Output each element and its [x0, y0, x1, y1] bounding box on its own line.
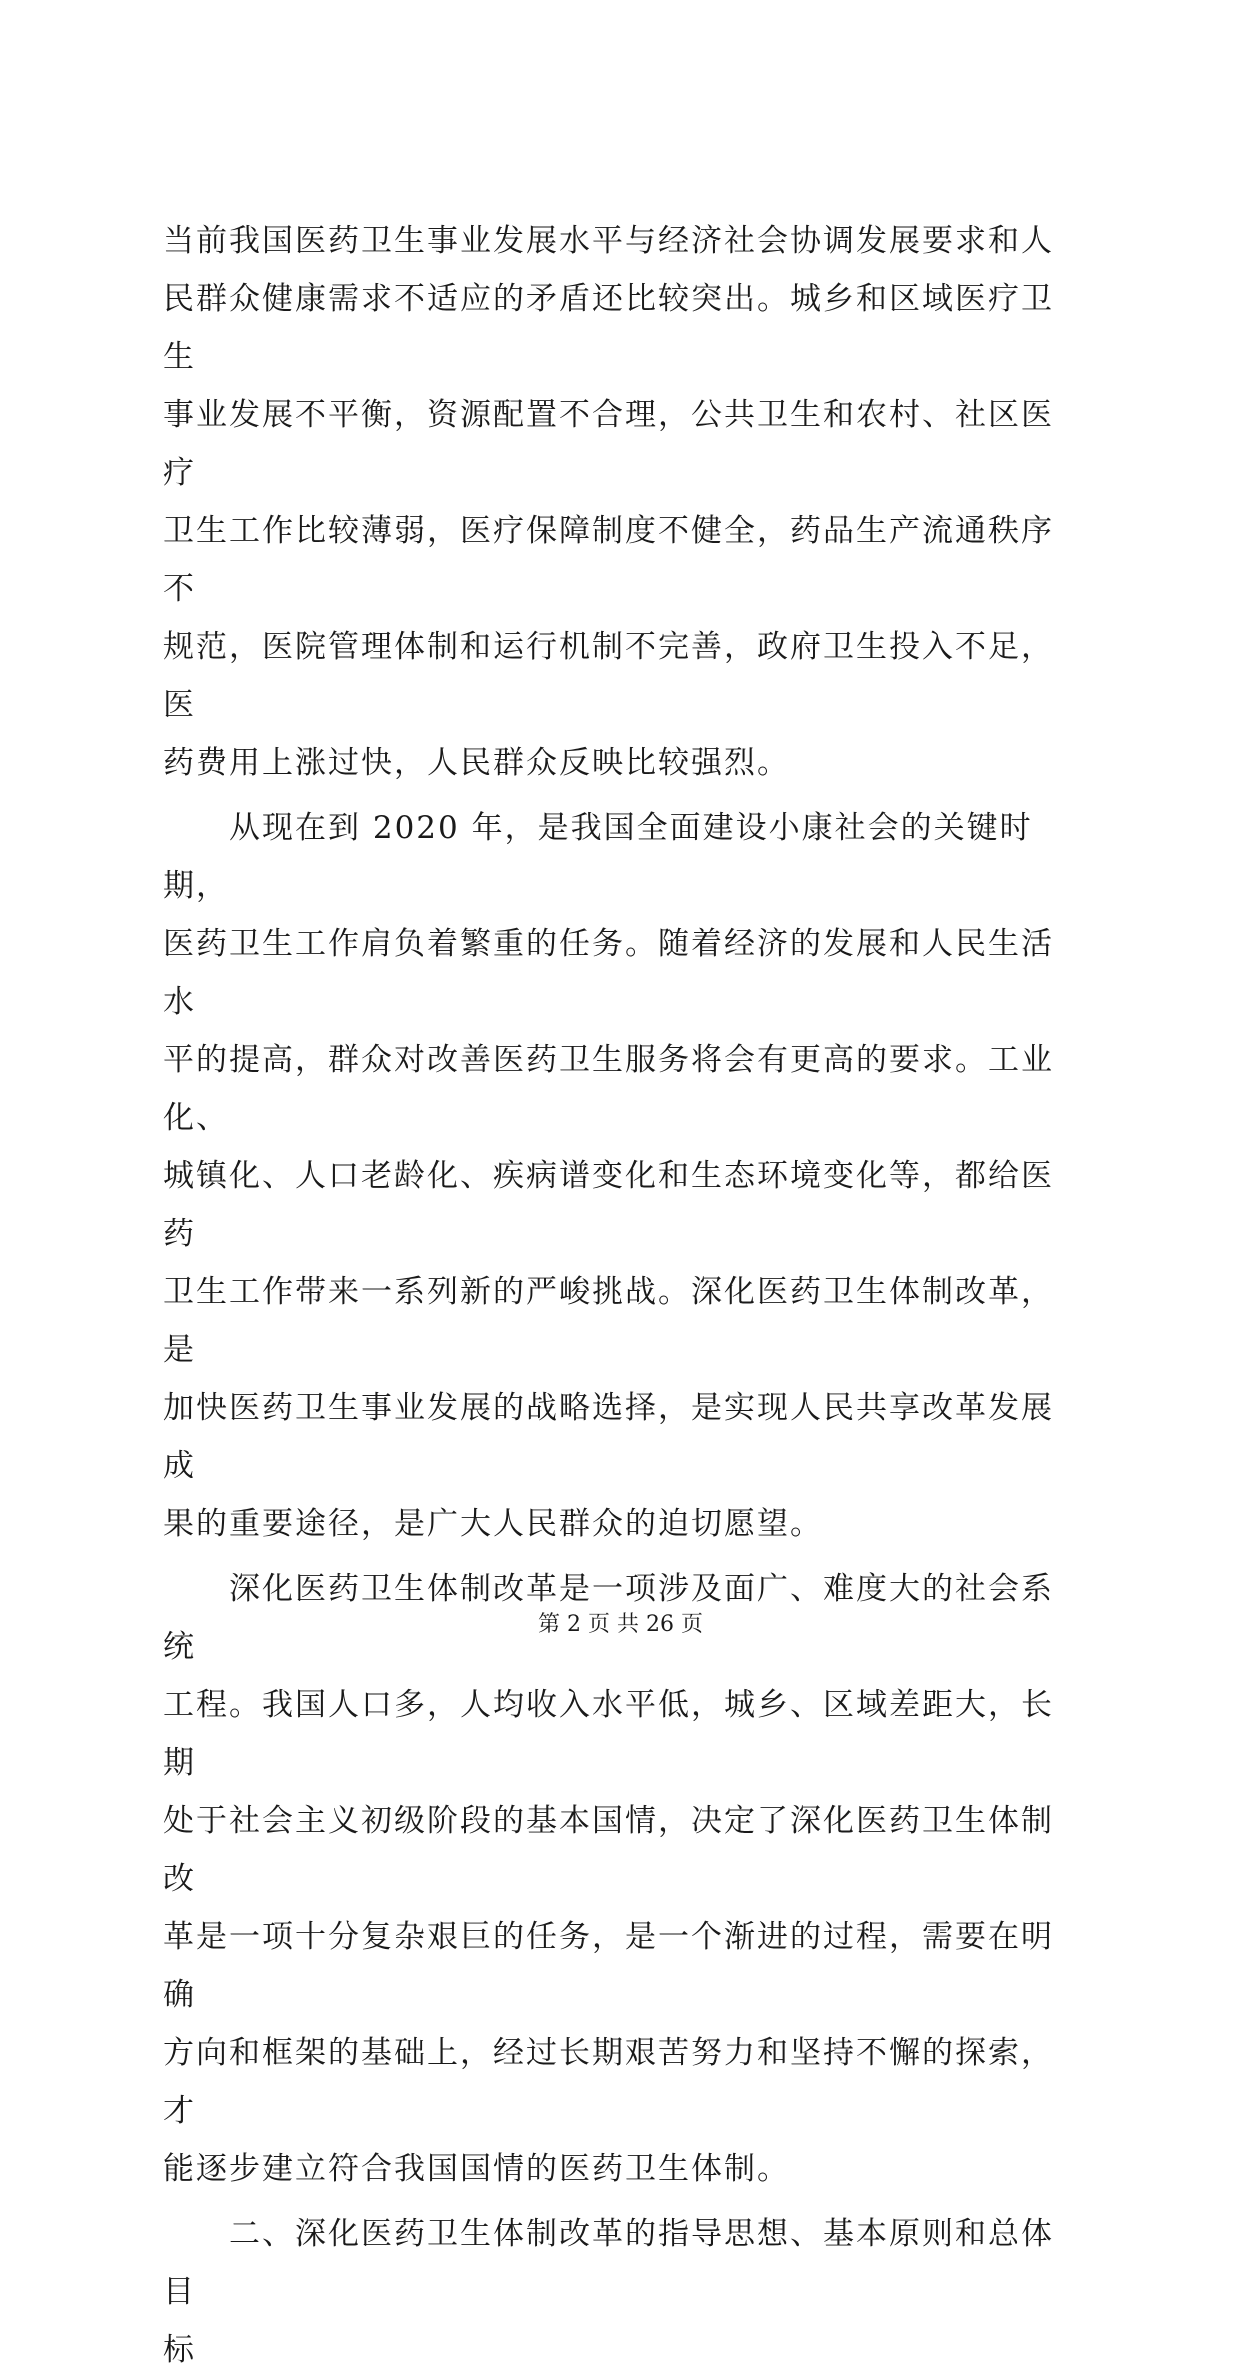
paragraph-system-engineering: 深化医药卫生体制改革是一项涉及面广、难度大的社会系统 工程。我国人口多，人均收入水平低，城乡、区域差距大，长期 处于社会主义初级阶段的基本国情，决定了深化医药卫生体制改 革是一项十分复杂艰巨的任务，是一个渐进的过程，需要在明确 方向和框架的基础上，经过长期艰苦努力和坚持不懈的探索，才 能逐步建立符合我国国情的医药卫生体制。	[163, 1571, 1054, 2187]
paragraph-2020-period: 从现在到 2020 年，是我国全面建设小康社会的关键时期， 医药卫生工作肩负着繁重的任务。随着经济的发展和人民生活水 平的提高，群众对改善医药卫生服务将会有更高的要求。工业化、 城镇化、人口老龄化、疾病谱变化和生态环境变化等，都给医药 卫生工作带来一系列新的严峻挑战。深化医药卫生体制改革，是 加快医药卫生事业发展的战略选择，是实现人民共享改革发展成 果的重要途径，是广大人民群众的迫切愿望。	[163, 810, 1054, 1542]
page-number-footer: 第 2 页 共 26 页	[538, 1612, 703, 1637]
paragraph-problems: 当前我国医药卫生事业发展水平与经济社会协调发展要求和人 民群众健康需求不适应的矛盾还比较突出。城乡和区域医疗卫生 事业发展不平衡，资源配置不合理，公共卫生和农村、社区医疗 卫生工作比较薄弱，医疗保障制度不健全，药品生产流通秩序不 规范，医院管理体制和运行机制不完善，政府卫生投入不足，医 药费用上涨过快，人民群众反映比较强烈。	[163, 223, 1054, 781]
section-heading-2: 二、深化医药卫生体制改革的指导思想、基本原则和总体目 标	[163, 2216, 1054, 2368]
document-body	[163, 212, 1078, 2379]
